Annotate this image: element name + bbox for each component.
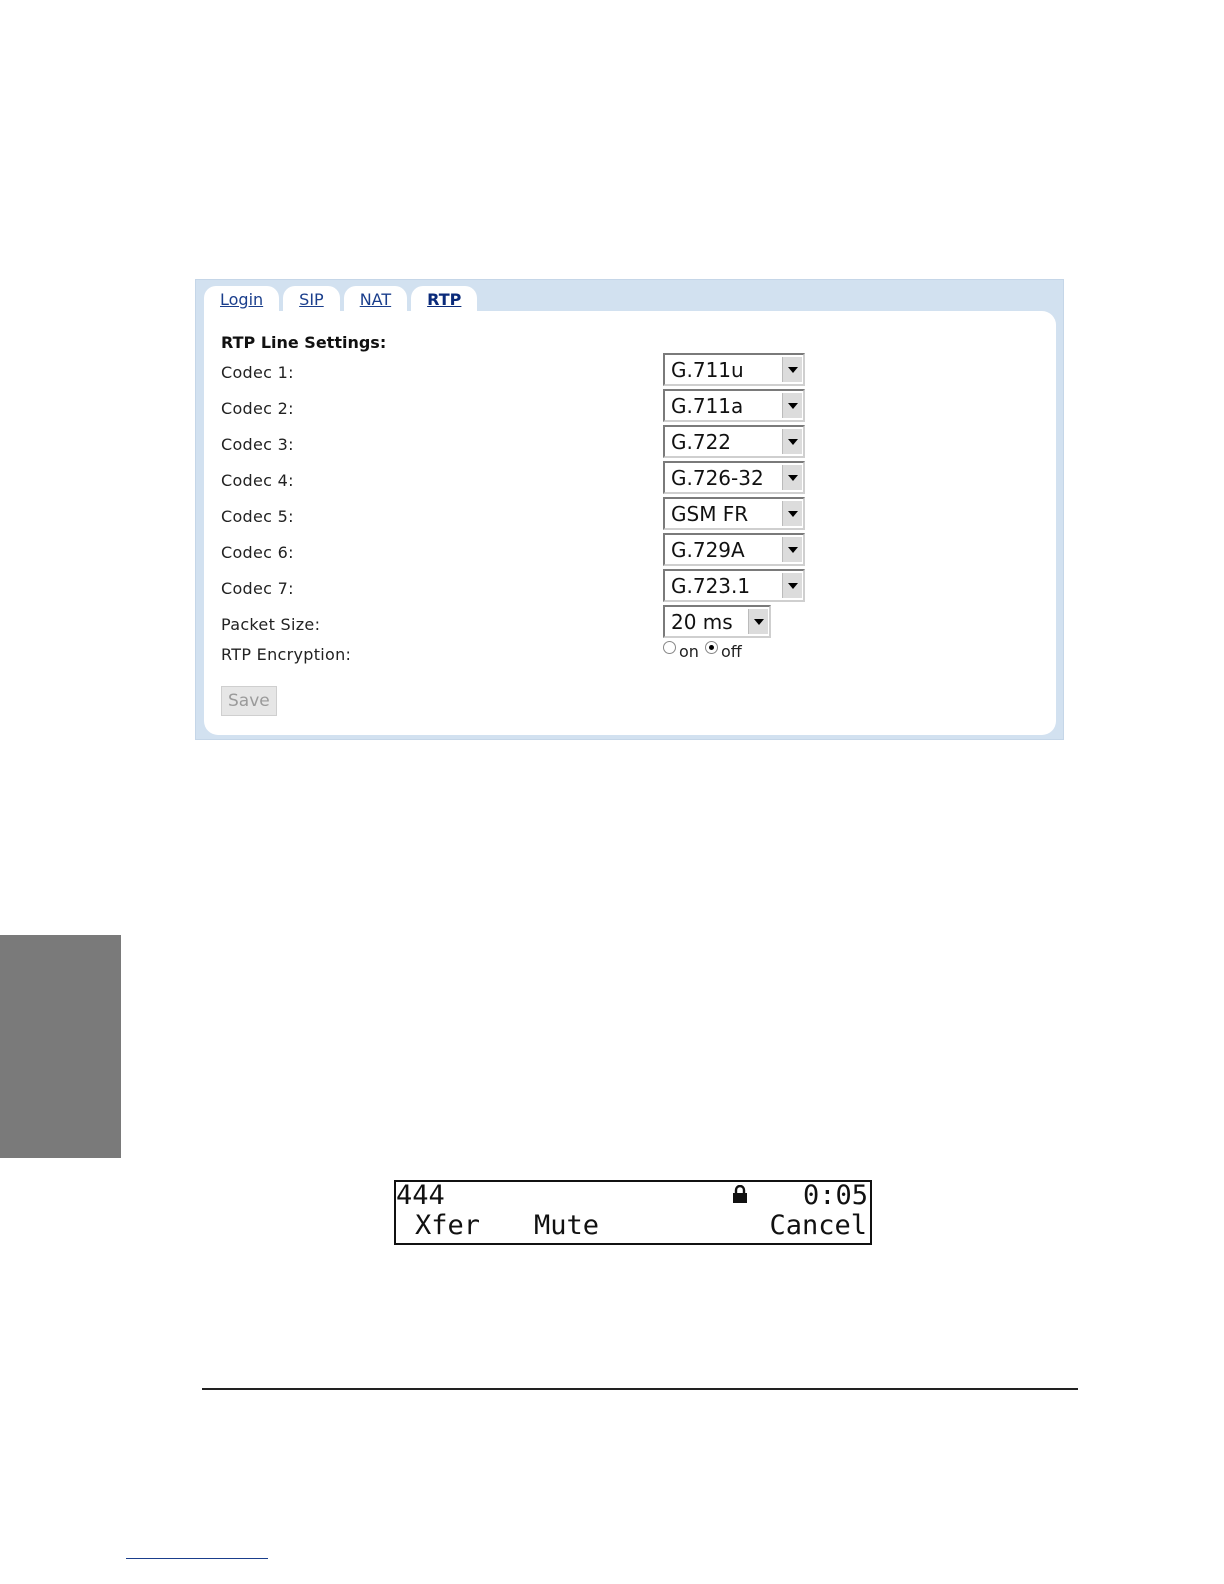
chevron-down-icon[interactable] [782,357,802,382]
chevron-down-icon[interactable] [782,465,802,490]
codec-6-select[interactable] [663,533,805,566]
codec-2-value: G.711a [671,394,744,418]
settings-form [204,311,1056,735]
codec-2-select[interactable] [663,389,805,422]
codec-5-value: GSM FR [671,502,749,526]
codec-7-label: Codec 7: [221,579,294,598]
codec-3-label: Codec 3: [221,435,294,454]
tab-nat[interactable]: NAT [344,286,407,312]
encryption-off-radio[interactable] [705,641,718,654]
codec-4-value: G.726-32 [671,466,764,490]
encryption-on-radio[interactable] [663,641,676,654]
codec-5-label: Codec 5: [221,507,294,526]
codec-7-select[interactable] [663,569,805,602]
codec-1-select[interactable] [663,353,805,386]
tab-login[interactable]: Login [204,286,279,312]
dialed-number: 444 [396,1180,445,1211]
tab-sip[interactable]: SIP [283,286,340,312]
tab-bar [204,286,481,312]
save-button[interactable]: Save [221,686,277,716]
encryption-off-label[interactable]: off [720,642,742,661]
codec-5-select[interactable] [663,497,805,530]
packet-size-value: 20 ms [671,610,733,634]
tab-rtp[interactable]: RTP [411,286,477,312]
softkey-xfer[interactable]: Xfer [415,1210,481,1241]
chevron-down-icon[interactable] [782,501,802,526]
chevron-down-icon[interactable] [748,609,768,634]
lcd-status-line [396,1180,870,1210]
codec-2-label: Codec 2: [221,399,294,418]
rtp-encryption-radio-group [663,642,748,661]
footer-rule [126,1558,268,1559]
packet-size-select[interactable] [663,605,771,638]
codec-6-label: Codec 6: [221,543,294,562]
codec-1-label: Codec 1: [221,363,294,382]
chevron-down-icon[interactable] [782,393,802,418]
codec-6-value: G.729A [671,538,745,562]
packet-size-row [221,610,821,645]
page-divider [202,1388,1078,1390]
lock-icon [732,1185,748,1203]
chapter-side-tab [0,935,121,1158]
rtp-encryption-row [221,642,821,675]
softkey-cancel[interactable]: Cancel [769,1210,867,1241]
phone-lcd-display [394,1180,872,1245]
rtp-settings-panel [195,279,1064,740]
rtp-encryption-label: RTP Encryption: [221,645,352,664]
codec-3-select[interactable] [663,425,805,458]
softkey-mute[interactable]: Mute [534,1210,600,1241]
packet-size-label: Packet Size: [221,615,321,634]
codec-7-value: G.723.1 [671,574,751,598]
chevron-down-icon[interactable] [782,537,802,562]
lcd-softkey-line [396,1210,870,1240]
codec-4-select[interactable] [663,461,805,494]
section-title: RTP Line Settings: [221,333,387,352]
codec-4-label: Codec 4: [221,471,294,490]
codec-1-value: G.711u [671,358,744,382]
chevron-down-icon[interactable] [782,573,802,598]
encryption-on-label[interactable]: on [679,642,699,661]
codec-3-value: G.722 [671,430,732,454]
call-timer: 0:05 [802,1180,868,1211]
chevron-down-icon[interactable] [782,429,802,454]
